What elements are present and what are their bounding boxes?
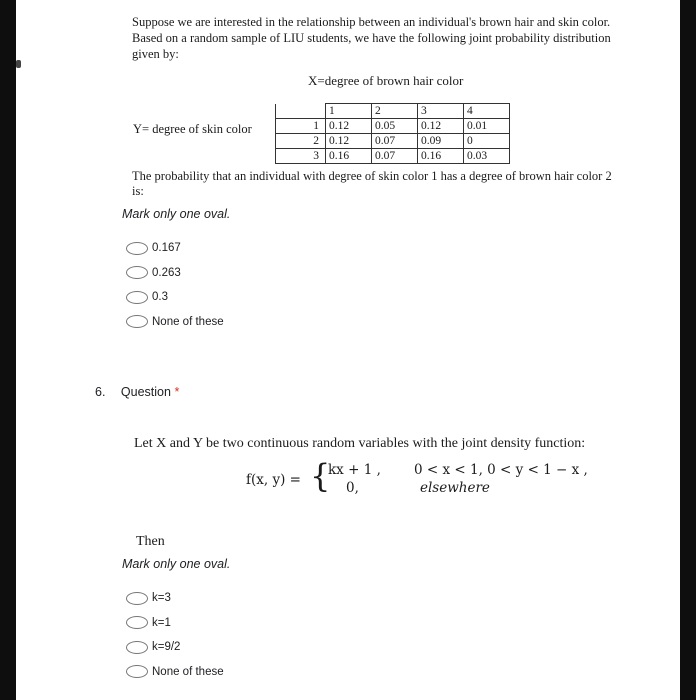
col-header: 1 (326, 104, 372, 119)
y-variable-title: Y= degree of skin color (133, 122, 252, 136)
table-cell: 0.12 (326, 134, 372, 149)
table-cell: 0.16 (326, 149, 372, 164)
option-label: None of these (152, 315, 224, 328)
radio-oval[interactable] (126, 315, 148, 328)
table-row (276, 134, 510, 149)
q6-option[interactable] (126, 611, 224, 636)
table-cell: 0.07 (372, 134, 418, 149)
option-label: 0.263 (152, 266, 181, 279)
table-cell: 0.07 (372, 149, 418, 164)
q5-instruction: Mark only one oval. (122, 207, 231, 221)
radio-oval[interactable] (126, 592, 148, 605)
table-cell: 0.16 (418, 149, 464, 164)
q6-intro-text: Let X and Y be two continuous random variables with the joint density function: (134, 436, 586, 451)
table-cell: 0.03 (464, 149, 510, 164)
q6-instruction: Mark only one oval. (122, 557, 231, 571)
table-cell: 0.12 (418, 119, 464, 134)
q5-option[interactable] (126, 236, 224, 261)
radio-oval[interactable] (126, 266, 148, 279)
radio-oval[interactable] (126, 665, 148, 678)
col-header: 2 (372, 104, 418, 119)
q5-intro-text: Suppose we are interested in the relationship between an individual's brown hair and skin color. Based on a random sample of LIU students, we have the following joint probability distribution given by: (132, 15, 611, 61)
q5-option[interactable] (126, 310, 224, 335)
formula-brace: { (310, 457, 331, 495)
table-row (276, 119, 510, 134)
q5-options (126, 236, 224, 334)
table-cell: 0.12 (326, 119, 372, 134)
table-row (276, 149, 510, 164)
col-header: 3 (418, 104, 464, 119)
q5-option[interactable] (126, 261, 224, 286)
q5-question-text: The probability that an individual with degree of skin color 1 has a degree of brown hair color 2 is: (132, 169, 612, 198)
radio-oval[interactable] (126, 291, 148, 304)
question-number: 6. (95, 385, 106, 399)
x-variable-title: X=degree of brown hair color (308, 73, 464, 88)
probability-table (275, 103, 510, 164)
table-cell: 0.05 (372, 119, 418, 134)
option-label: k=3 (152, 592, 171, 605)
row-header: 3 (276, 149, 326, 164)
col-header: 4 (464, 104, 510, 119)
option-label: k=1 (152, 616, 171, 629)
scroll-marker (16, 60, 21, 68)
formula-case-1: kx + 1 , (328, 462, 381, 478)
q5-option[interactable] (126, 285, 224, 310)
radio-oval[interactable] (126, 641, 148, 654)
q6-option[interactable] (126, 635, 224, 660)
radio-oval[interactable] (126, 242, 148, 255)
row-header: 1 (276, 119, 326, 134)
q6-option[interactable] (126, 660, 224, 685)
q6-then-text: Then (136, 534, 165, 549)
form-page (16, 0, 680, 700)
q6-heading (95, 385, 179, 399)
option-label: 0.3 (152, 291, 168, 304)
table-corner (276, 104, 326, 119)
table-cell: 0.09 (418, 134, 464, 149)
formula-lhs: f(x, y) = (246, 472, 301, 488)
q6-options (126, 586, 224, 684)
option-label: k=9/2 (152, 641, 181, 654)
question-title: Question (120, 385, 171, 399)
row-header: 2 (276, 134, 326, 149)
required-mark: * (174, 385, 180, 399)
table-cell: 0 (464, 134, 510, 149)
formula-case-2: 0, (346, 480, 359, 496)
option-label: 0.167 (152, 242, 181, 255)
option-label: None of these (152, 665, 224, 678)
formula-condition-1: 0 < x < 1, 0 < y < 1 − x , (414, 462, 588, 478)
table-cell: 0.01 (464, 119, 510, 134)
radio-oval[interactable] (126, 616, 148, 629)
table-header-row (276, 104, 510, 119)
q6-option[interactable] (126, 586, 224, 611)
formula-condition-2: elsewhere (420, 480, 490, 496)
